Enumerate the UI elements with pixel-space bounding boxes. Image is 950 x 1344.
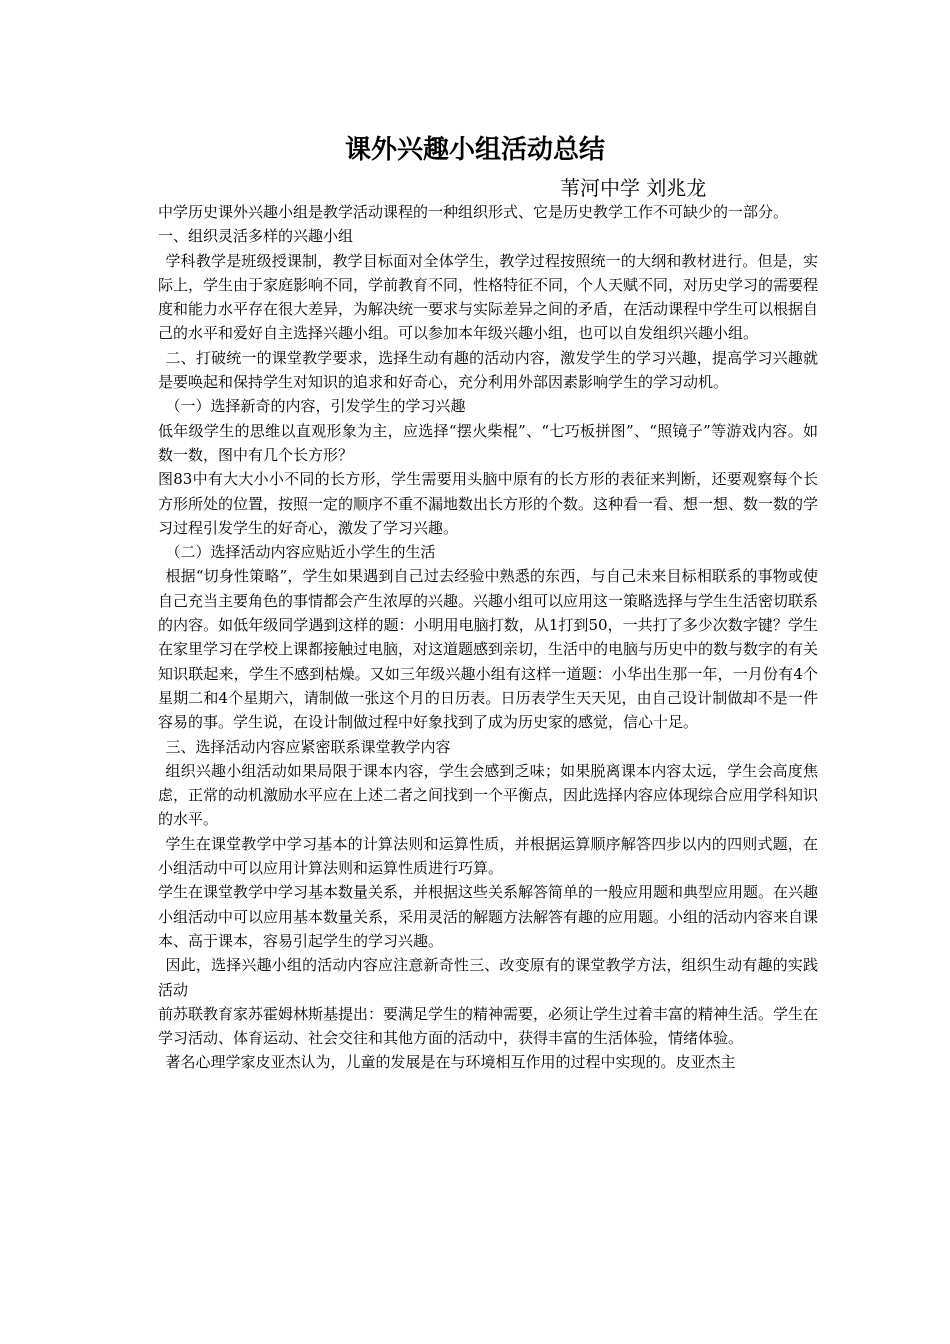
paragraph: 组织兴趣小组活动如果局限于课本内容，学生会感到乏味；如果脱离课本内容太远，学生会高度焦虑，正常的动机激励水平应在上述二者之间找到一个平衡点，因此选择内容应体现综合应用学科知识的水平。 (158, 761, 819, 829)
paragraph: 图83中有大大小小不同的长方形，学生需要用头脑中原有的长方形的表征来判断，还要观察每个长方形所处的位置，按照一定的顺序不重不漏地数出长方形的个数。这种看一看、想一想、数一数的学习过程引发学生的好奇心，激发了学习兴趣。 (158, 470, 819, 537)
heading-subsection-1: （一）选择新奇的内容，引发学生的学习兴趣 (165, 397, 466, 416)
paragraph: 根据“切身性策略”，学生如果遇到自己过去经验中熟悉的东西，与自己未来目标相联系的事物或使自己充当主要角色的事情都会产生浓厚的兴趣。兴趣小组可以应用这一策略选择与学生生活密切联系的内容。如低年级同学遇到这样的题：小明用电脑打数，从1打到50，一共打了多少次数字键？学生在家里学习在学校上课都接触过电脑，对这道题感到亲切，生活中的电脑与历史中的数与数字的有关知识联起来，学生不感到枯燥。又如三年级兴趣小组有这样一道题：小华出生那一年，一月份有4个星期二和4个星期六，请制做一张这个月的日历表。日历表学生天天见，由自己设计制做却不是一件容易的事。学生说，在设计制做过程中好象找到了成为历史家的感觉，信心十足。 (158, 567, 819, 732)
heading-section-2: 二、打破统一的课堂教学要求，选择生动有趣的活动内容，激发学生的学习兴趣，提高学习兴趣就是要唤起和保持学生对知识的追求和好奇心，充分利用外部因素影响学生的学习动机。 (158, 348, 818, 392)
paragraph: 学科教学是班级授课制，教学目标面对全体学生，教学过程按照统一的大纲和教材进行。但是，实际上，学生由于家庭影响不同，学前教育不同，性格特征不同，个人天赋不同，对历史学习的需要程度和能力水平存在很大差异，为解决统一要求与实际差异之间的矛盾，在活动课程中学生可以根据自己的水平和爱好自主选择兴趣小组。可以参加本年级兴趣小组，也可以自发组织兴趣小组。 (158, 251, 819, 343)
author-line: 苇河中学 刘兆龙 (560, 176, 707, 200)
paragraph: 著名心理学家皮亚杰认为，儿童的发展是在与环境相互作用的过程中实现的。皮亚杰主 (165, 1053, 736, 1072)
paragraph: 因此，选择兴趣小组的活动内容应注意新奇性三、改变原有的课堂教学方法，组织生动有趣的实践活动 (158, 956, 818, 999)
document-body (158, 200, 818, 1075)
heading-section-3: 三、选择活动内容应紧密联系课堂教学内容 (165, 737, 451, 756)
paragraph: 学生在课堂教学中学习基本的计算法则和运算性质，并根据运算顺序解答四步以内的四则式题，在小组活动中可以应用计算法则和运算性质进行巧算。 (158, 834, 818, 878)
heading-section-1: 一、组织灵活多样的兴趣小组 (158, 227, 354, 246)
paragraph: 学生在课堂教学中学习基本数量关系，并根据这些关系解答简单的一般应用题和典型应用题。在兴趣小组活动中可以应用基本数量关系，采用灵活的解题方法解答有趣的应用题。小组的活动内容来自课本、高于课本，容易引起学生的学习兴趣。 (158, 883, 819, 950)
paragraph: 低年级学生的思维以直观形象为主，应选择“摆火柴棍”、“七巧板拼图”、“照镜子”等游戏内容。如数一数，图中有几个长方形？ (158, 421, 818, 464)
heading-subsection-2: （二）选择活动内容应贴近小学生的生活 (165, 543, 436, 562)
paragraph: 前苏联教育家苏霍姆林斯基提出：要满足学生的精神需要，必须让学生过着丰富的精神生活。学生在学习活动、体育运动、社会交往和其他方面的活动中，获得丰富的生活体验，情绪体验。 (158, 1004, 819, 1048)
paragraph-intro: 中学历史课外兴趣小组是教学活动课程的一种组织形式、它是历史教学工作不可缺少的一部分。 (158, 203, 789, 221)
document-title: 课外兴趣小组活动总结 (344, 135, 605, 165)
